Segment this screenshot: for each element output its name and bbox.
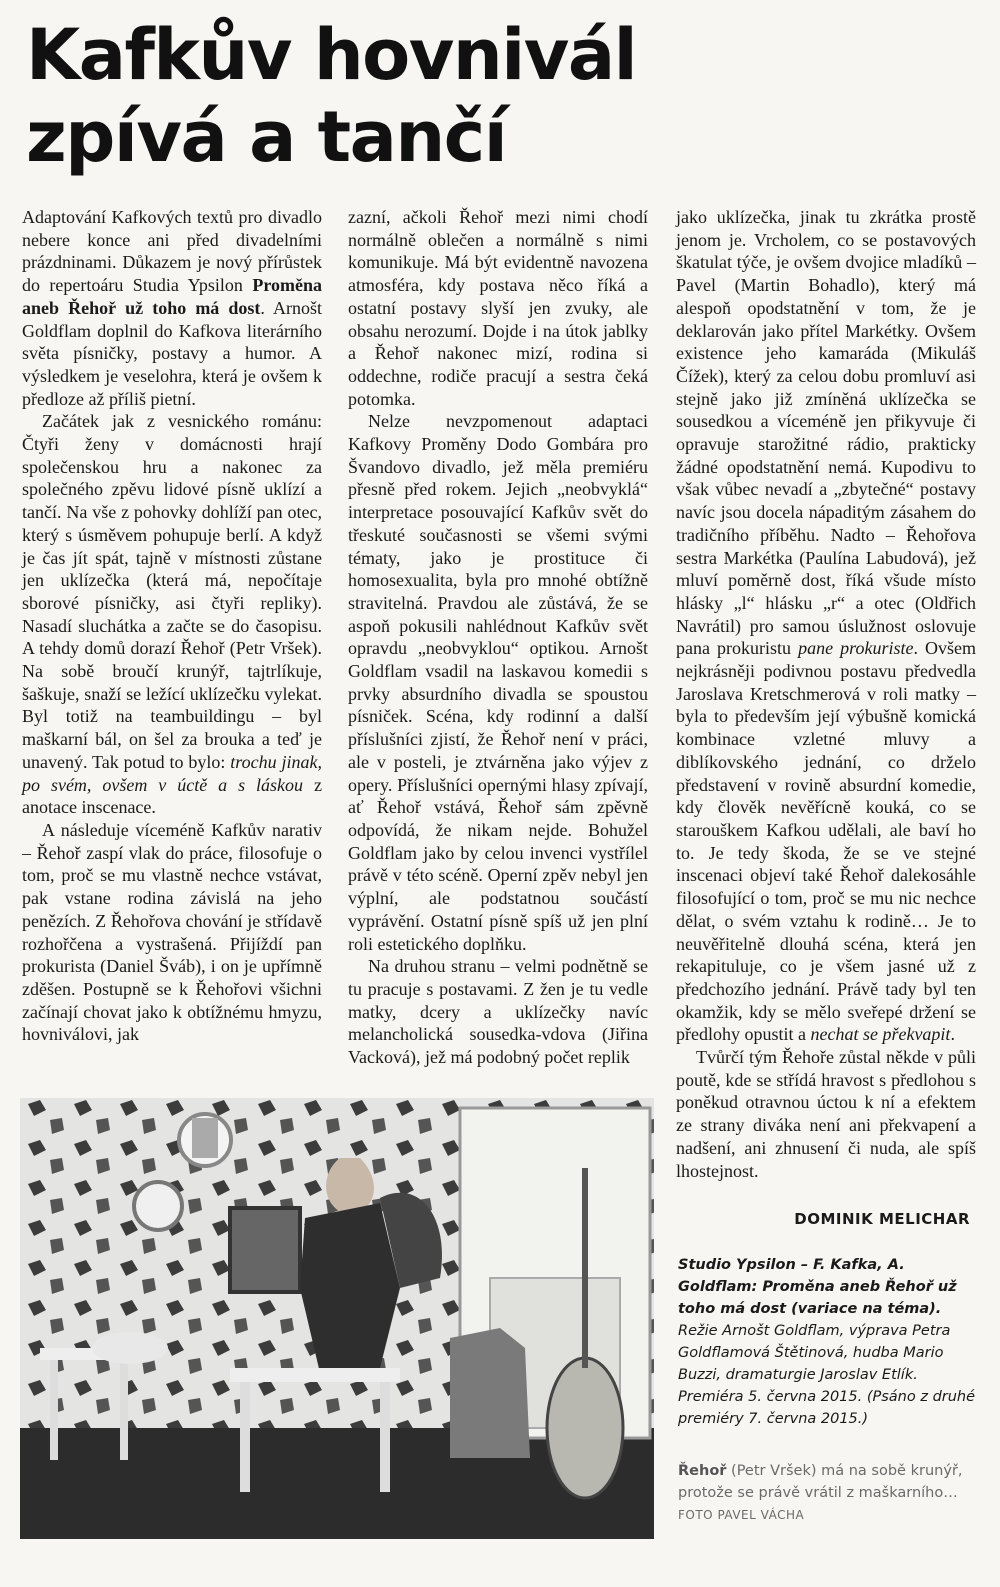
text: Začátek jak z vesnického románu: Čtyři ženy v domácnosti hrají společenskou hru a nakonec za společného zpěvu lidové písně uklízí a tančí. Na vše z pohovky dohlíží pan otec, který s úsměvem pohupuje berlí. A když je čas jít spát, tajně v místnosti zůstane jen uklízečka (která má, nepočítaje sborové písničky, asi čtyři repliky). Nasadí sluchátka a začte se do časopisu. A tehdy domů dorazí Řehoř (Petr Vršek). Na sobě broučí krunýř, tajtrlíkuje, šaškuje, snaží se ležící uklízečku vylekat. Byl totiž na teambuildingu – byl maškarní bál, on šel za brouka a teď je unavený. Tak potud to bylo: [22, 411, 322, 772]
photo-credit: FOTO PAVEL VÁCHA [678, 1508, 805, 1522]
play-title: Proměna aneb Řehoř už toho má dost [22, 275, 323, 318]
production-credits [678, 1254, 978, 1430]
paragraph: A následuje víceméně Kafkův narativ – Řehoř zaspí vlak do práce, filosofuje o tom, proč se mu vlastně nechce vstávat, pak vstane rodina závislá na jeho penězích. Z Řehořova chování je střídavě rozhořčena a vystrašená. Přijíždí pan prokurista (Daniel Šváb), i on je upřímně zděšen. Postupně se k Řehořovi všichni začínají chovat jako k obtížnému hmyzu, hovniválovi, jak [22, 819, 322, 1045]
quote: trochu jinak, po svém, ovšem v úctě a s láskou [22, 751, 322, 795]
paragraph: Nelze nevzpomenout adaptaci Kafkovy Proměny Dodo Gombára pro Švandovo divadlo, jež měla premiéru přesně před rokem. Jejich „neobvyklá“ interpretace posouvající Kafkův svět do třeskuté současnosti se všemi svými tématy, jako je prostituce či homosexualita, byla pro mnohé obtížně stravitelná. Pravdou ale zůstává, že se aspoň pokusili nahlédnout Kafkův svět opravdu „neobvyklou“ optikou. Arnošt Goldflam vsadil na laskavou komedii s prvky absurdního divadla se spoustou písniček. Scéna, kdy rodinní a další příslušníci zjistí, že Řehoř není v práci, ale v posteli, je ztvárněna jako výjev z opery. Příslušníci opernými hlasy zpívají, ať Řehoř vstává, Řehoř sám zpěvně odpovídá, že nikam nejde. Bohužel Goldflam jako by celou invenci vystřílel právě v této scéně. Operní zpěv nebyl jen výplní, ale podstatnou součástí vyprávění. Ostatní písně spíš už jen plní roli estetického doplňku. [348, 411, 648, 954]
text: . [950, 1024, 955, 1045]
stage-photo [20, 1098, 654, 1539]
author-byline: DOMINIK MELICHAR [794, 1210, 970, 1228]
text: jako uklízečka, jinak tu zkrátka prostě jenom je. Vrcholem, co se postavových škatulat týče, je ovšem dvojice mladíků – Pavel (Martin Bohadlo), který má alespoň opodstatnění v tom, že je deklarován jako přítel Markétky. Ovšem existence jeho kamaráda (Mikuláš Čížek), který za celou dobu promluví asi stejně jako již zmíněná uklízečka se sousedkou a víceméně jen přikyvuje či opravuje starožitné rádio, prakticky žádné opodstatnění nemá. Kupodivu to však vůbec nevadí a „zbytečné“ postavy navíc jsou docela nápaditým zásahem do tradičního příběhu. Nadto – Řehořova sestra Markétka (Paulína Labudová), jež mluví poměrně dost, říká všude místo hlásky „l“ hlásku „r“ a otec (Oldřich Navrátil) pro samou úslužnost oslovuje pana prokuristu [676, 207, 976, 659]
quote: pane prokuriste [798, 638, 914, 659]
production-title: Studio Ypsilon – F. Kafka, A. Goldflam: Proměna aneb Řehoř už toho má dost (variace na téma). [678, 1257, 957, 1317]
article-headline [26, 14, 636, 178]
photo-caption [678, 1460, 978, 1526]
text: Adaptování Kafkových textů pro divadlo nebere konce ani před divadelními prázdninami. Důkazem je nový přírůstek do repertoáru Studia Ypsilon [22, 207, 322, 296]
text: z anotace inscenace. [22, 774, 322, 818]
text: . Ovšem nejkrásněji podivnou postavu předvedla Jaroslava Kretschmerová v roli matky – byla to především její výbušně komická kombinace vzletné mluvy a diblíkovského jednání, co drželo představení v rovině absurdní komedie, kdy člověk nevěřícně kouká, co se starouškem Kafkou udělali, ale baví ho to. Je tedy škoda, že se ve stejné inscenaci objeví také Řehoř dalekosáhle filosofující o tom, proč se mu nic nechce dělat, o svém vztahu k rodině… Je to neuvěřitelně dlouhá scéna, která jen rekapituluje, co je všem jasné už z předchozího jednání. Právě tady byl ten okamžik, kdy se mělo sveřepé držení se předlohy opustit a [676, 638, 976, 1045]
article-column-3 [676, 206, 976, 1182]
paragraph: Tvůrčí tým Řehoře zůstal někde v půli poutě, kde se střídá hravost s předlohou s poněkud otravnou úctou k ní a efektem ze strany diváka není ani překvapení a nadšení, ani zhnusení či nuda, ale spíš lhostejnost. [676, 1047, 976, 1181]
production-details: Režie Arnošt Goldflam, výprava Petra Goldflamová Štětinová, hudba Mario Buzzi, dramaturgie Jaroslav Etlík. Premiéra 5. června 2015. (Psáno z druhé premiéry 7. června 2015.) [678, 1323, 976, 1427]
paragraph [676, 206, 976, 1046]
caption-name: Řehoř [678, 1463, 727, 1479]
caption-text: (Petr Vršek) má na sobě krunýř, protože se právě vrátil z maškarního… [678, 1463, 963, 1501]
paragraph [22, 410, 322, 819]
quote: nechat se překvapit [810, 1024, 951, 1045]
article-column-2 [348, 206, 648, 1069]
paragraph: zazní, ačkoli Řehoř mezi nimi chodí normálně oblečen a normálně s nimi komunikuje. Má být evidentně navozena atmosféra, kdy postava něco říká a ostatní postavy slyší jen zvuky, ale obsahu nerozumí. Dojde i na útok jablky a Řehoř nakonec mizí, rodina si oddechne, rodiče pracují a sestra čeká potomka. [348, 207, 648, 409]
text: . Arnošt Goldflam doplnil do Kafkova literárního světa písničky, postavy a humor. A výsledkem je veselohra, která je ovšem k předloze až příliš pietní. [22, 297, 322, 409]
paragraph [22, 206, 322, 410]
paragraph: Na druhou stranu – velmi podnětně se tu pracuje s postavami. Z žen je tu vedle matky, dcery a uklízečky navíc melancholická sousedka-vdova (Jiřina Vacková), jež má podobný počet replik [348, 956, 648, 1068]
headline-line-2: zpívá a tančí [26, 96, 507, 178]
article-column-1 [22, 206, 322, 1046]
headline-line-1: Kafkův hovnivál [26, 14, 637, 96]
stage-photo-illustration [20, 1098, 654, 1539]
